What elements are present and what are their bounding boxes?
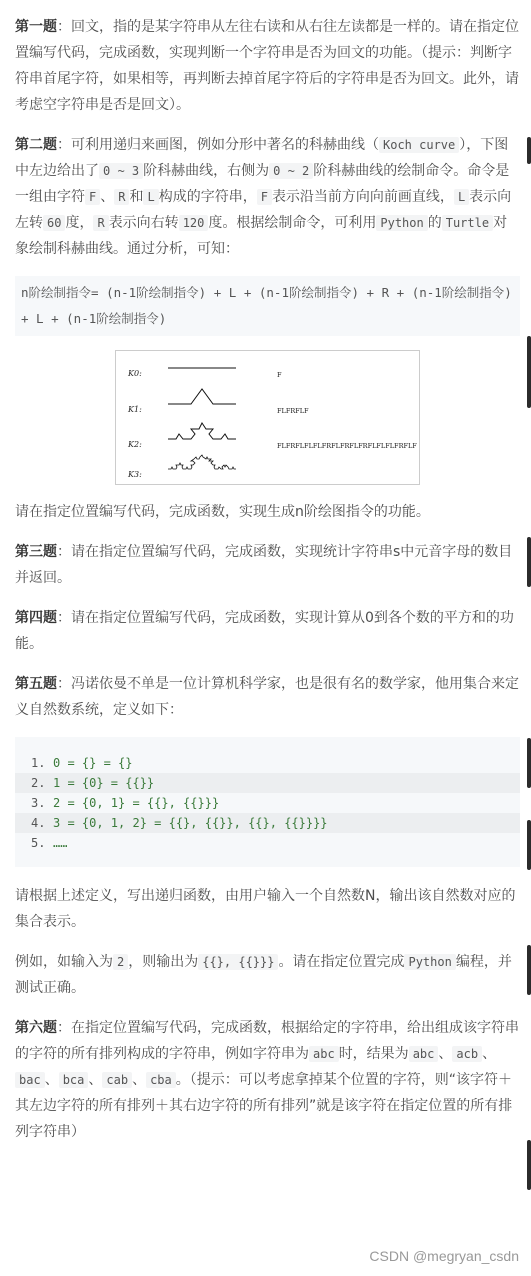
inline-code: F [257, 189, 272, 205]
inline-code: 2 [113, 954, 128, 970]
q5-after: 请根据上述定义，写出递归函数，由用户输入一个自然数N，输出该自然数对应的集合表示。 [15, 888, 516, 930]
line-number: 3. [31, 796, 46, 810]
scroll-marker [527, 738, 531, 788]
code-line [15, 793, 520, 813]
inline-code: R [114, 189, 129, 205]
q5-text: ：冯诺依曼不单是一位计算机科学家，也是很有名的数学家，他用集合来定义自然数系统，定义如下： [15, 676, 519, 718]
k1-label: K1: [128, 405, 142, 414]
inline-code: L [143, 189, 158, 205]
inline-code: cba [146, 1072, 176, 1088]
q6-text: 、 [132, 1072, 147, 1088]
inline-code: Python [376, 215, 427, 231]
question-6 [15, 1015, 520, 1145]
q2-text: 度， [65, 215, 94, 231]
question-2 [15, 132, 520, 262]
line-text: 3 = {0, 1, 2} = {{}, {{}}, {{}, {{}}}} [53, 816, 328, 830]
inline-code: bca [59, 1072, 89, 1088]
q2-text: 、 [100, 189, 115, 205]
line-text: 2 = {0, 1} = {{}, {{}}} [53, 796, 220, 810]
k0-label: K0: [128, 369, 142, 378]
koch-figure [15, 350, 520, 485]
q5-text: 编程，并测试正确。 [15, 954, 512, 996]
q5-label: 第五题 [15, 676, 57, 692]
q6-text: 。（提示：可以考虑拿掉某个位置的字符，则“该字符＋其左边字符的所有排列＋其右边字符的所有排列”就是该字符在指定位置的所有排列字符串） [15, 1072, 513, 1140]
csdn-watermark: CSDN @megryan_csdn [369, 1248, 519, 1264]
q6-text: 、 [438, 1046, 453, 1062]
q4-text: ：请在指定位置编写代码，完成函数，实现计算从0到各个数的平方和的功能。 [15, 610, 514, 652]
q6-text: ：在指定位置编写代码，完成函数，根据给定的字符串，给出组成该字符串的字符的所有排列构成的字符串，例如字符串为 [15, 1020, 519, 1062]
inline-code: acb [452, 1046, 482, 1062]
inline-code: R [93, 215, 108, 231]
k3-label: K3: [128, 470, 142, 479]
q3-label: 第三题 [15, 544, 57, 560]
code-line [15, 813, 520, 833]
q2-after: 请在指定位置编写代码，完成函数，实现生成n阶绘图指令的功能。 [15, 504, 430, 520]
k0-cmd: F [277, 371, 282, 379]
inline-code: cab [102, 1072, 132, 1088]
q2-text: 的 [427, 215, 442, 231]
line-number: 4. [31, 816, 46, 830]
q2-text: 构成的字符串， [158, 189, 257, 205]
inline-code: Koch curve [379, 137, 459, 153]
k2-cmd: FLFRFLFLFLFRFLFRFLFRFLFLFLFRFLF [277, 442, 417, 450]
inline-code: bac [15, 1072, 45, 1088]
q2-text: 阶科赫曲线，右侧为 [143, 163, 270, 179]
inline-code: L [454, 189, 469, 205]
question-5 [15, 671, 520, 723]
inline-code: 0 ~ 2 [269, 163, 313, 179]
q4-label: 第四题 [15, 610, 57, 626]
scroll-marker [527, 336, 531, 408]
koch-curves [166, 355, 246, 480]
inline-code: 60 [43, 215, 65, 231]
q5-text: 。请在指定位置完成 [278, 954, 405, 970]
q3-text: ：请在指定位置编写代码，完成函数，实现统计字符串s中元音字母的数目并返回。 [15, 544, 513, 586]
inline-code: {{}, {{}}} [198, 954, 278, 970]
q2-text: 对象绘制科赫曲线。通过分析，可知： [15, 215, 508, 257]
q2-label: 第二题 [15, 137, 57, 153]
line-number: 2. [31, 776, 46, 790]
scroll-marker [527, 1140, 531, 1190]
inline-code: Python [404, 954, 455, 970]
question-3 [15, 539, 520, 591]
q5-text: 例如，如输入为 [15, 954, 113, 970]
inline-code: Turtle [442, 215, 493, 231]
q1-text: ：回文，指的是某字符串从左往右读和从右往左读都是一样的。请在指定位置编写代码，完成函数，实现判断一个字符串是否为回文的功能。（提示：判断字符串首尾字符，如果相等，再判断去掉首尾字符后的字符串是否为回文。此外，请考虑空字符串是否是回文）。 [15, 19, 519, 113]
inline-code: F [85, 189, 100, 205]
inline-code: abc [409, 1046, 439, 1062]
q6-text: 、 [44, 1072, 59, 1088]
q6-text: 、 [88, 1072, 103, 1088]
q5-example [15, 949, 520, 1001]
q2-text: 和 [129, 189, 144, 205]
inline-code: 120 [179, 215, 209, 231]
inline-code: abc [309, 1046, 339, 1062]
inline-code: 0 ~ 3 [99, 163, 143, 179]
formula-code: n阶绘制指令= (n-1阶绘制指令) + L + (n-1阶绘制指令) + R + (n-1阶绘制指令) + L + (n-1阶绘制指令) [15, 276, 520, 336]
q6-text: 时，结果为 [338, 1046, 409, 1062]
scroll-marker [527, 137, 531, 164]
q1-label: 第一题 [15, 19, 57, 35]
k2-label: K2: [128, 440, 142, 449]
q2-text: 阶科赫曲线的绘制命令。命令是一组由字符 [15, 163, 510, 205]
line-number: 5. [31, 836, 46, 850]
line-text: …… [53, 836, 68, 850]
line-text: 1 = {0} = {{}} [53, 776, 155, 790]
question-4 [15, 605, 520, 657]
scroll-marker [527, 537, 531, 587]
q2-text: 表示沿当前方向向前画直线， [271, 189, 454, 205]
koch-figure-box [115, 350, 420, 485]
q6-text: 、 [482, 1046, 497, 1062]
q5-text: ，则输出为 [128, 954, 199, 970]
q2-text: ），下图中左边给出了 [15, 137, 509, 179]
line-text: 0 = {} = {} [53, 756, 133, 770]
q2-text: 表示向左转 [15, 189, 512, 231]
q2-text: 表示向右转 [108, 215, 179, 231]
q2-text: ：可利用递归来画图，例如分形中著名的科赫曲线（ [57, 137, 379, 153]
q6-label: 第六题 [15, 1020, 57, 1036]
scroll-marker [527, 820, 531, 870]
set-definition-code [15, 737, 520, 867]
line-number: 1. [31, 756, 46, 770]
koch-k1 [168, 389, 236, 404]
koch-k2 [168, 423, 236, 439]
code-line [15, 773, 520, 793]
k1-cmd: FLFRFLF [277, 407, 309, 415]
article-body [15, 14, 520, 1159]
koch-k3 [168, 455, 236, 469]
question-1 [15, 14, 520, 118]
code-line [15, 833, 520, 853]
scroll-marker [527, 945, 531, 995]
q2-text: 度。根据绘制命令，可利用 [208, 215, 377, 231]
code-line [15, 753, 520, 773]
